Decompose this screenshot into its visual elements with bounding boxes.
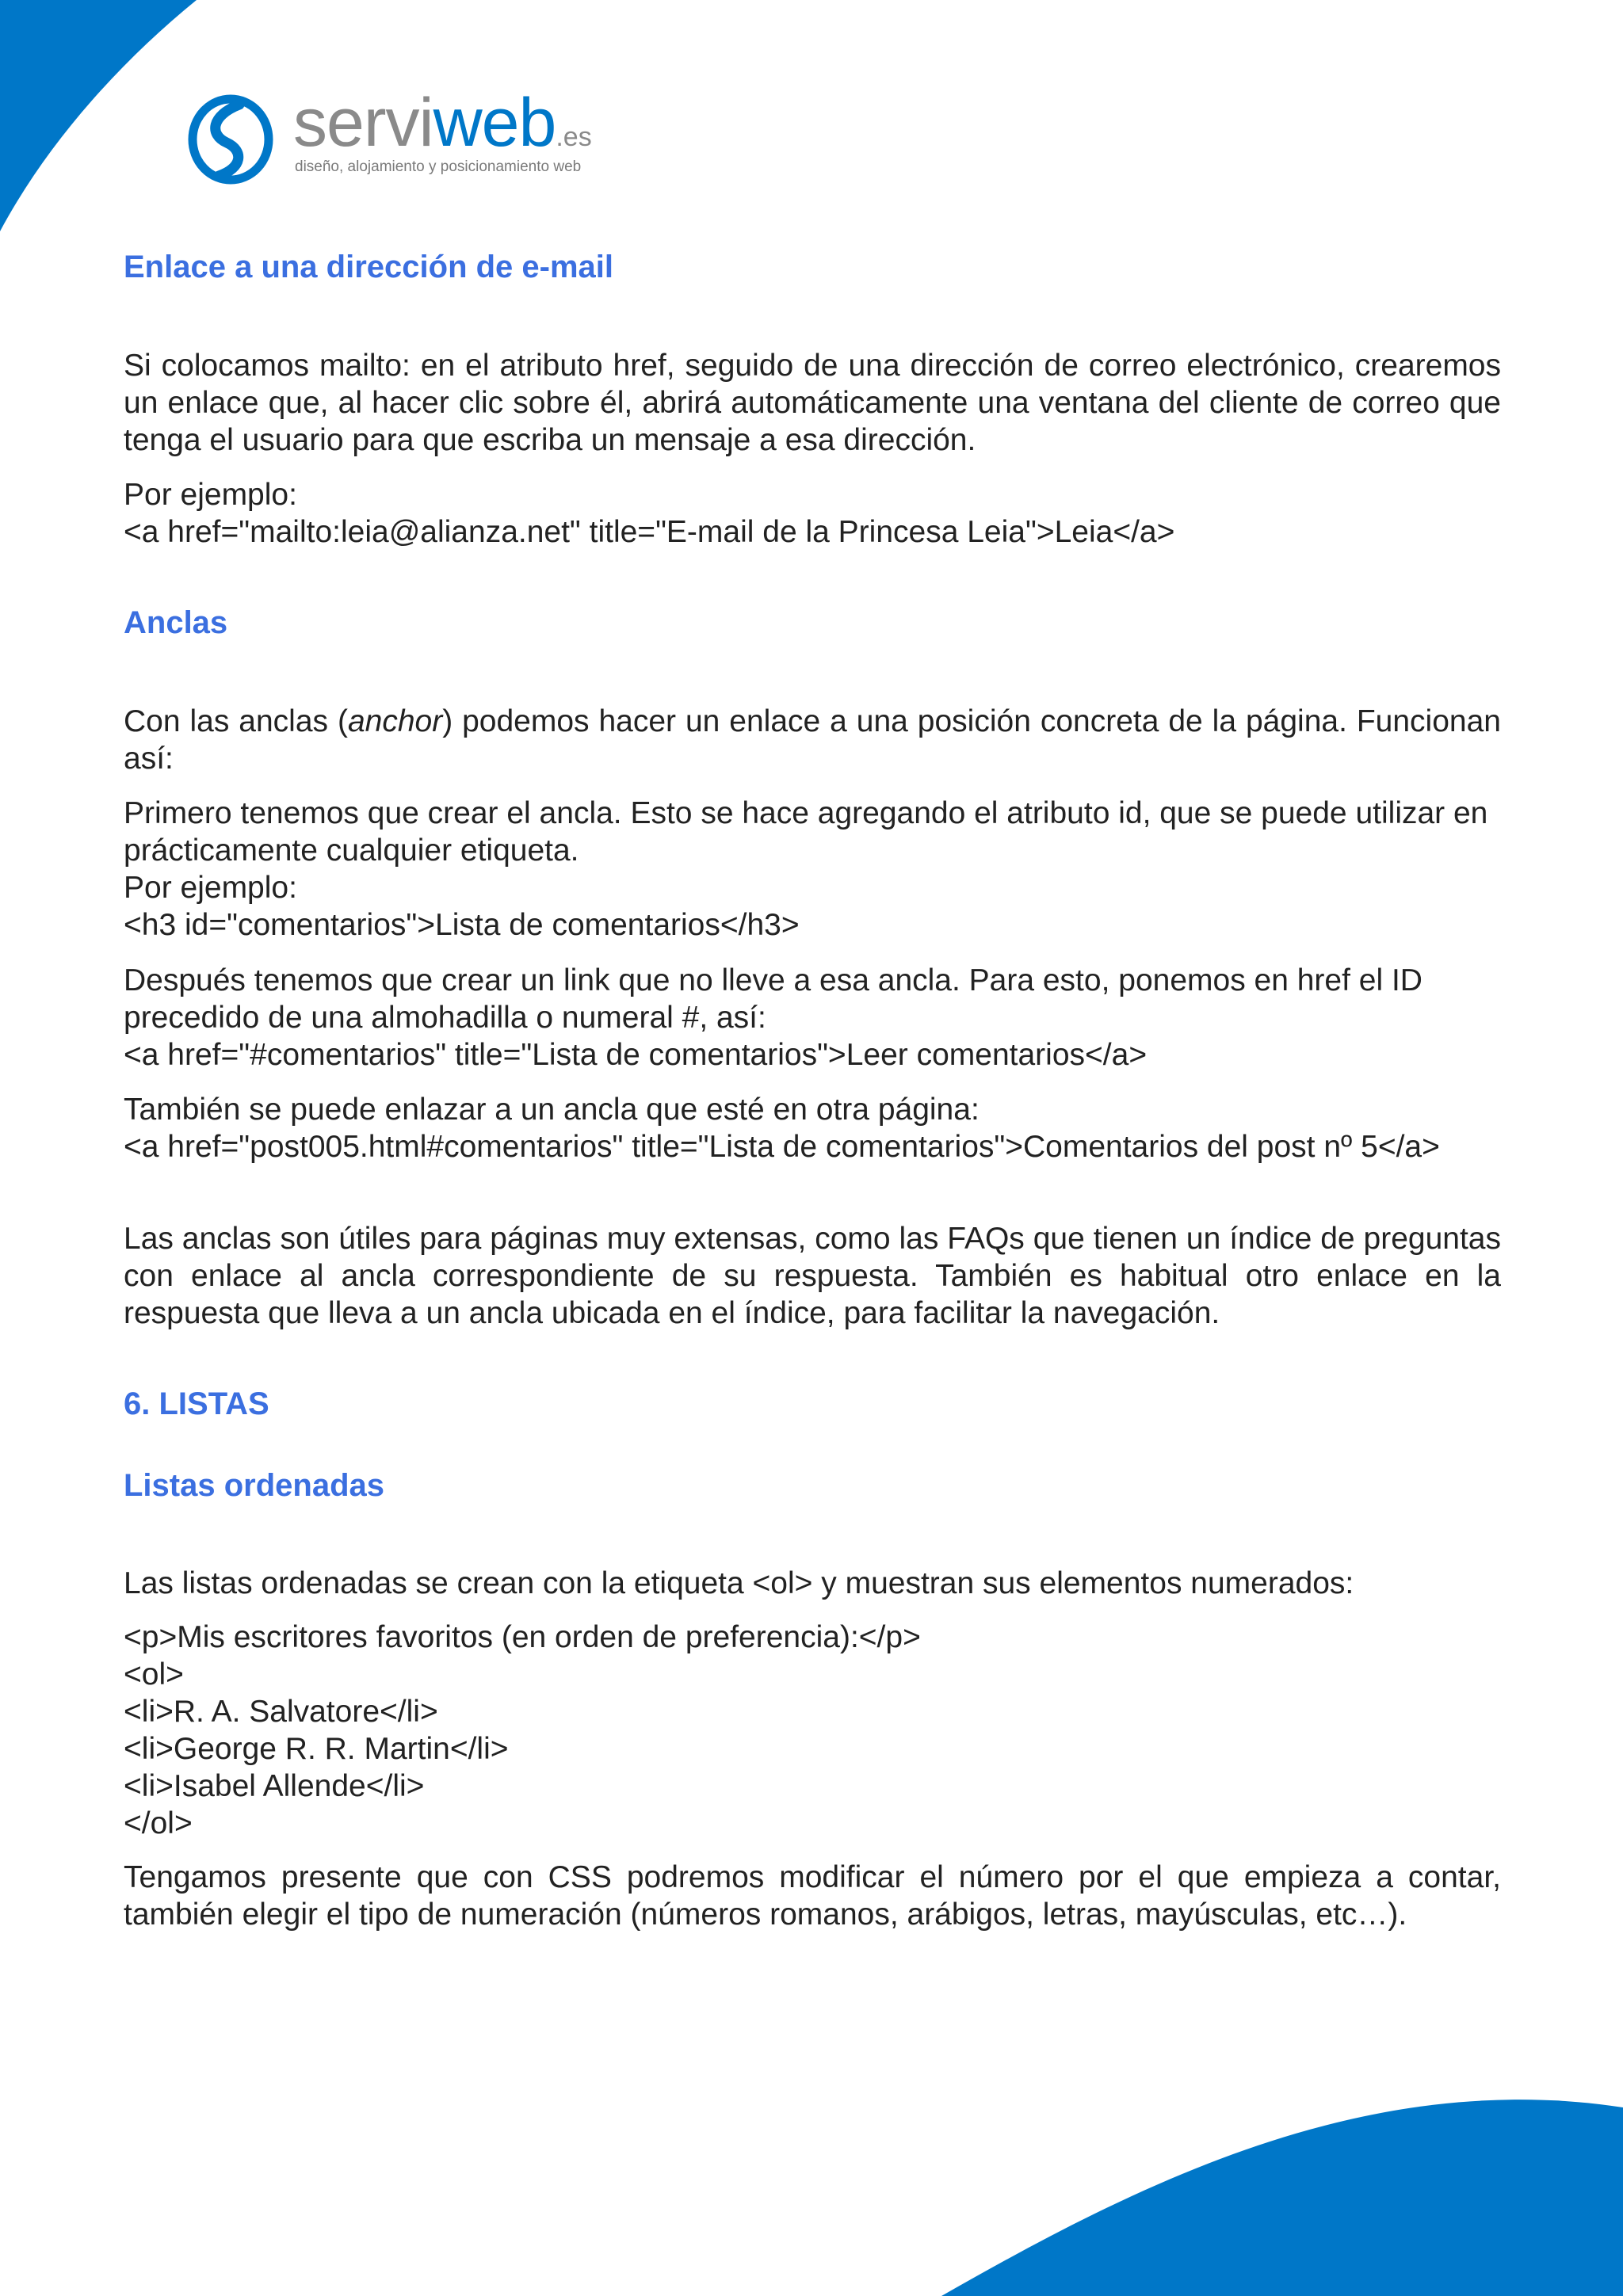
logo-wordmark bbox=[293, 85, 592, 161]
code-line: <p>Mis escritores favoritos (en orden de preferencia):</p> bbox=[124, 1620, 921, 1654]
anclas-step3-code: <a href="post005.html#comentarios" title="Lista de comentarios">Comentarios del post nº 5</a> bbox=[124, 1130, 1440, 1164]
logo-tld: .es bbox=[556, 122, 592, 152]
anclas-step3 bbox=[124, 1091, 1501, 1165]
ol-code-example bbox=[124, 1619, 1501, 1842]
code-line: </ol> bbox=[124, 1806, 193, 1840]
anclas-intro bbox=[124, 703, 1501, 777]
heading-listas-ordenadas: Listas ordenadas bbox=[124, 1468, 385, 1503]
logo-tagline: diseño, alojamiento y posicionamiento web bbox=[295, 158, 582, 175]
serviweb-logo-symbol bbox=[187, 93, 276, 185]
email-example-code: <a href="mailto:leia@alianza.net" title="E-mail de la Princesa Leia">Leia</a> bbox=[124, 515, 1175, 549]
serviweb-logo bbox=[187, 85, 631, 189]
heading-listas: 6. LISTAS bbox=[124, 1386, 269, 1421]
logo-name-part1: servi bbox=[293, 85, 433, 161]
email-example bbox=[124, 476, 1501, 551]
logo-name-part2: web bbox=[433, 85, 556, 161]
email-example-label: Por ejemplo: bbox=[124, 478, 297, 512]
anclas-intro-end: ) podemos hacer un enlace a una posición concreta de la página. Funcionan así: bbox=[124, 704, 1501, 776]
anclas-step1-text: Primero tenemos que crear el ancla. Esto se hace agregando el atributo id, que se puede utilizar en prácticamente cualquier etiqueta. bbox=[124, 796, 1488, 868]
anclas-step2-text: Después tenemos que crear un link que no lleve a esa ancla. Para esto, ponemos en href el ID precedido de una almohadilla o numeral #, así: bbox=[124, 963, 1423, 1035]
anclas-step1 bbox=[124, 795, 1501, 944]
anclas-closing: Las anclas son útiles para páginas muy extensas, como las FAQs que tienen un índice de preguntas con enlace al ancla correspondiente de su respuesta. También es habitual otro enlace en la respuesta que lleva a un ancla ubicada en el índice, para facilitar la navegación. bbox=[124, 1222, 1501, 1330]
heading-email-link: Enlace a una dirección de e-mail bbox=[124, 250, 614, 284]
heading-anclas: Anclas bbox=[124, 605, 228, 640]
listas-css-note: Tengamos presente que con CSS podremos modificar el número por el que empieza a contar, también elegir el tipo de numeración (números romanos, arábigos, letras, mayúsculas, etc…). bbox=[124, 1860, 1501, 1932]
code-line: <li>Isabel Allende</li> bbox=[124, 1769, 425, 1803]
code-line: <li>R. A. Salvatore</li> bbox=[124, 1695, 438, 1729]
anclas-intro-emphasis: anchor bbox=[347, 704, 443, 738]
anclas-intro-start: Con las anclas ( bbox=[124, 704, 348, 738]
anclas-step1-code: <h3 id="comentarios">Lista de comentarios</h3> bbox=[124, 908, 800, 942]
listas-intro: Las listas ordenadas se crean con la etiqueta <ol> y muestran sus elementos numerados: bbox=[124, 1566, 1354, 1600]
email-paragraph: Si colocamos mailto: en el atributo href, seguido de una dirección de correo electrónico, crearemos un enlace que, al hacer clic sobre él, abrirá automáticamente una ventana del cliente de correo que tenga el usuario para que escriba un mensaje a esa dirección. bbox=[124, 349, 1501, 457]
anclas-step1-label: Por ejemplo: bbox=[124, 871, 297, 905]
code-line: <li>George R. R. Martin</li> bbox=[124, 1732, 509, 1766]
anclas-step2 bbox=[124, 962, 1501, 1074]
code-line: <ol> bbox=[124, 1657, 184, 1691]
anclas-step2-code: <a href="#comentarios" title="Lista de comentarios">Leer comentarios</a> bbox=[124, 1038, 1148, 1072]
anclas-step3-text: También se puede enlazar a un ancla que esté en otra página: bbox=[124, 1093, 980, 1127]
